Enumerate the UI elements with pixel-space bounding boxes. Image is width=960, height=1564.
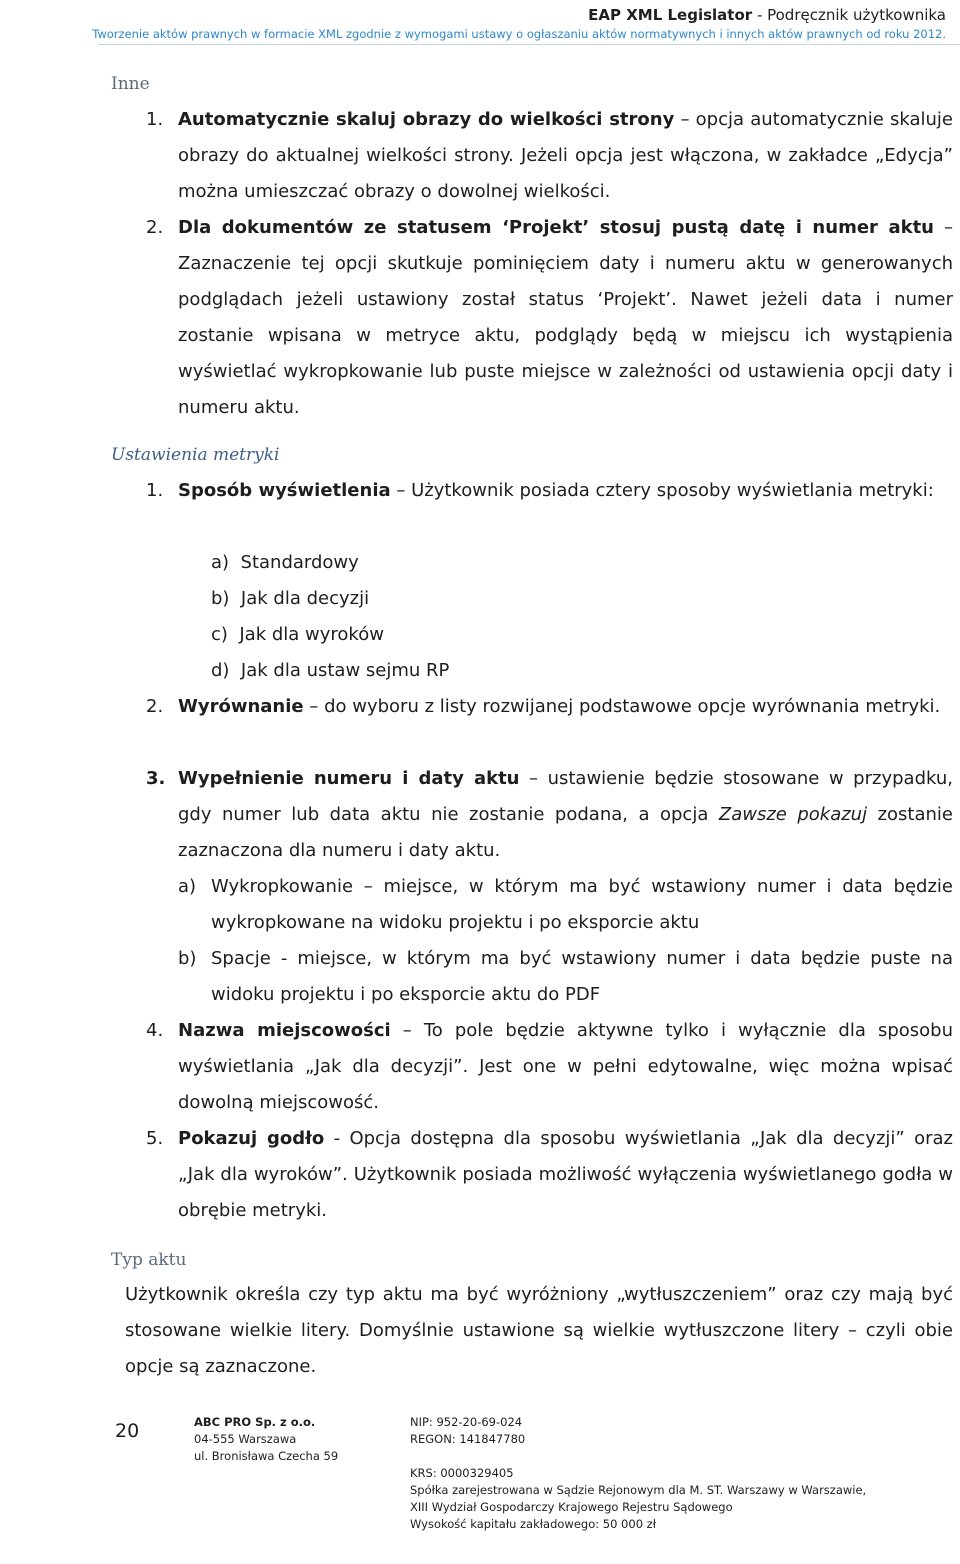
option-text: Jak dla ustaw sejmu RP [240, 660, 450, 681]
metryka-item-4 [178, 1013, 953, 1121]
section-heading-inne: Inne [111, 74, 150, 94]
court-line: Spółka zarejestrowana w Sądzie Rejonowym dla M. ST. Warszawy w Warszawie, [410, 1483, 867, 1497]
option-text: Jak dla wyroków [239, 624, 384, 645]
metryka-item-1 [178, 473, 953, 509]
option-label: b) [178, 948, 197, 969]
metryka-item-3-bold: Wypełnienie numeru i daty aktu [178, 768, 520, 789]
capital-line: Wysokość kapitału zakładowego: 50 000 zł [410, 1517, 656, 1531]
metryka-item-5-bold: Pokazuj godło [178, 1128, 325, 1149]
address-line: 04-555 Warszawa [194, 1432, 297, 1446]
inne-item-2-text: – Zaznaczenie tej opcji skutkuje pominięciem daty i numeru aktu w generowanych podglądach jeżeli ustawiony został status ‘Projekt’. Nawet jeżeli data i numer zostanie wpisana w metryce aktu, podglądy będą w miejscu ich wystąpienia wyświetlać wykropkowanie lub puste miejsce w zależności od ustawienia opcji daty i numeru aktu. [178, 217, 953, 418]
option-label: a) [211, 552, 230, 573]
option-label: c) [211, 624, 228, 645]
metryka-item-2-number: 2. [146, 696, 164, 717]
company-name: ABC PRO Sp. z o.o. [194, 1415, 316, 1429]
metryka-item-5 [178, 1121, 953, 1229]
metryka-item-3-text-b: zostanie zaznaczona dla numeru i daty aktu. [178, 804, 953, 861]
inne-item-2-bold: Dla dokumentów ze statusem ‘Projekt’ stosuj pustą datę i numer aktu [178, 217, 934, 238]
metryka-item-2 [178, 689, 953, 725]
metryka-item-1-bold: Sposób wyświetlenia [178, 480, 391, 501]
metryka-item-5-number: 5. [146, 1128, 164, 1149]
page-header [0, 0, 960, 48]
metryka-item-1-number: 1. [146, 480, 164, 501]
section-heading-typ-aktu: Typ aktu [111, 1250, 187, 1270]
inne-item-1-number: 1. [146, 109, 164, 130]
inne-item-2-number: 2. [146, 217, 164, 238]
metryka-item-3-number: 3. [146, 768, 166, 789]
inne-item-2 [178, 210, 953, 426]
metryka-item-3 [178, 761, 953, 869]
address-line: ul. Bronisława Czecha 59 [194, 1449, 339, 1463]
company-address [194, 1414, 338, 1465]
typ-aktu-paragraph: Użytkownik określa czy typ aktu ma być wyróżniony „wytłuszczeniem” oraz czy mają być stosowane wielkie litery. Domyślnie ustawione są wielkie wytłuszczone litery – czyli obie opcje są zaznaczone. [125, 1284, 953, 1377]
section-heading-metryka: Ustawienia metryki [111, 445, 280, 465]
metryka-item-3-text-a: – ustawienie będzie stosowane w przypadku, gdy numer lub data aktu nie zostanie podana, a opcja [178, 768, 953, 825]
list-item: Spacje - miejsce, w którym ma być wstawiony numer i data będzie puste na widoku projektu i po eksporcie aktu do PDF [211, 948, 953, 1005]
page-number: 20 [115, 1420, 140, 1442]
metryka-item-4-text: – To pole będzie aktywne tylko i wyłącznie dla sposobu wyświetlania „Jak dla decyzji”. Jest one w pełni edytowalne, więc można wpisać dowolną miejscowość. [178, 1020, 953, 1113]
metryka-item-3-italic: Zawsze pokazuj [718, 804, 868, 825]
inne-item-1 [178, 102, 953, 210]
list-item [211, 545, 359, 581]
list-item: Wykropkowanie – miejsce, w którym ma być wstawiony numer i data będzie wykropkowane na widoku projektu i po eksporcie aktu [211, 876, 953, 933]
metryka-item-4-bold: Nazwa miejscowości [178, 1020, 391, 1041]
company-registration [410, 1414, 866, 1533]
metryka-item-2-bold: Wyrównanie [178, 696, 304, 717]
document-title-bold: EAP XML Legislator [588, 6, 753, 24]
krs-line: KRS: 0000329405 [410, 1466, 514, 1480]
document-title-rest: - Podręcznik użytkownika [752, 6, 946, 24]
header-divider [98, 44, 960, 45]
inne-item-1-bold: Automatycznie skaluj obrazy do wielkości strony [178, 109, 675, 130]
metryka-item-5-text: - Opcja dostępna dla sposobu wyświetlania „Jak dla decyzji” oraz „Jak dla wyroków”. Użytkownik posiada możliwość wyłączenia wyświetlanego godła w obrębie metryki. [178, 1128, 953, 1221]
regon-line: REGON: 141847780 [410, 1432, 526, 1446]
option-text: Jak dla decyzji [240, 588, 370, 609]
document-subtitle: Tworzenie aktów prawnych w formacie XML zgodnie z wymogami ustawy o ogłaszaniu aktów normatywnych i innych aktów prawnych od roku 2012. [92, 27, 946, 41]
list-item [211, 617, 384, 653]
metryka-item-1-text: – Użytkownik posiada cztery sposoby wyświetlania metryki: [390, 480, 934, 501]
option-text: Standardowy [240, 552, 359, 573]
option-label: a) [178, 876, 197, 897]
metryka-item-4-number: 4. [146, 1020, 164, 1041]
metryka-item-2-text: – do wyboru z listy rozwijanej podstawowe opcje wyrównania metryki. [303, 696, 941, 717]
document-title [588, 6, 946, 24]
list-item [211, 653, 449, 689]
list-item [211, 581, 369, 617]
nip-line: NIP: 952-20-69-024 [410, 1415, 523, 1429]
option-label: d) [211, 660, 230, 681]
court-line: XIII Wydział Gospodarczy Krajowego Rejestru Sądowego [410, 1500, 733, 1514]
inne-item-1-text: – opcja automatycznie skaluje obrazy do aktualnej wielkości strony. Jeżeli opcja jest włączona, w zakładce „Edycja” można umieszczać obrazy o dowolnej wielkości. [178, 109, 953, 202]
option-label: b) [211, 588, 230, 609]
